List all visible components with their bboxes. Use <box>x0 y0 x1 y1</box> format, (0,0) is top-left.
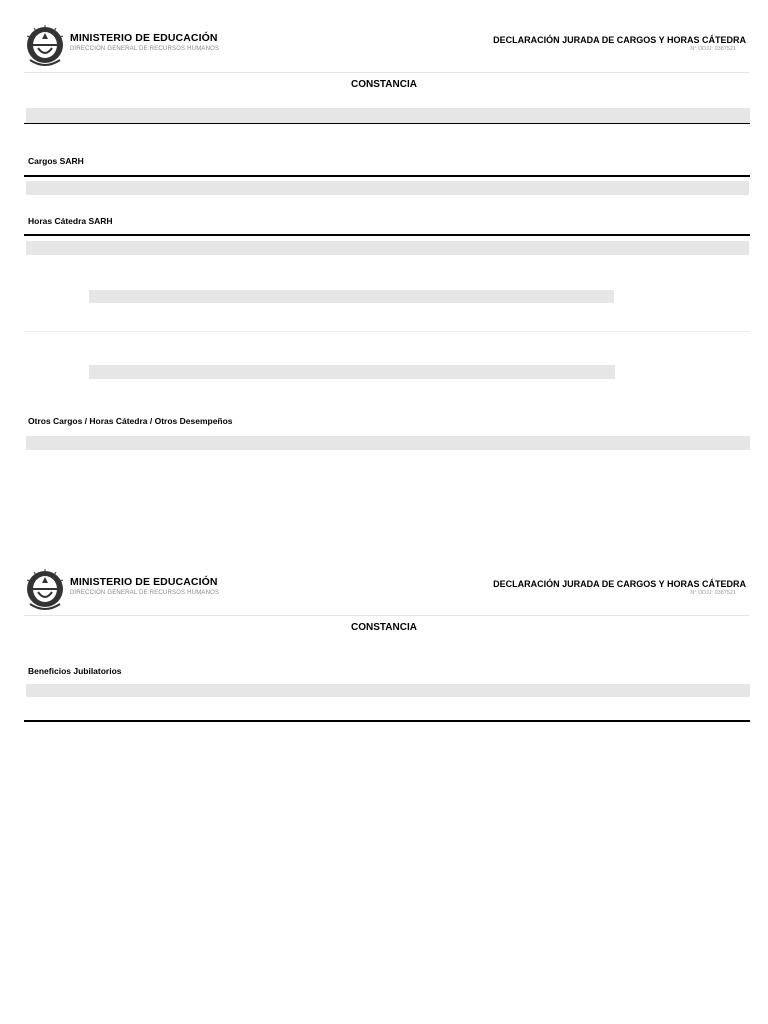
coat-of-arms-icon <box>24 568 66 612</box>
org-subtitle: DIRECCIÓN GENERAL DE RECURSOS HUMANOS <box>70 590 220 596</box>
data-bar <box>26 108 750 123</box>
data-bar-indented <box>89 290 614 303</box>
section-title-beneficios: Beneficios Jubilatorios <box>28 666 122 676</box>
header-divider <box>24 615 750 616</box>
org-name: MINISTERIO DE EDUCACIÓN <box>70 576 218 588</box>
data-bar <box>26 181 749 195</box>
section-title-otros: Otros Cargos / Horas Cátedra / Otros Desempeños <box>28 416 233 426</box>
section-rule <box>24 123 750 124</box>
document-number: N° DDJJ: 0387521 <box>690 590 736 596</box>
section-title-cargos: Cargos SARH <box>28 156 84 166</box>
document-title: DECLARACIÓN JURADA DE CARGOS Y HORAS CÁTEDRA <box>493 579 746 589</box>
header-divider <box>24 72 750 73</box>
page2-header <box>24 568 750 616</box>
page1-header <box>24 24 750 72</box>
org-subtitle: DIRECCIÓN GENERAL DE RECURSOS HUMANOS <box>70 46 220 52</box>
document-number: N° DDJJ: 0387521 <box>690 46 736 52</box>
data-bar-indented <box>89 365 615 379</box>
data-bar <box>26 241 749 255</box>
org-name: MINISTERIO DE EDUCACIÓN <box>70 32 218 44</box>
section-rule <box>24 175 750 177</box>
data-bar <box>26 684 750 697</box>
constancia-heading: CONSTANCIA <box>351 622 417 633</box>
document-title: DECLARACIÓN JURADA DE CARGOS Y HORAS CÁTEDRA <box>493 35 746 45</box>
row-divider <box>24 331 750 332</box>
section-rule <box>24 720 750 722</box>
coat-of-arms-icon <box>24 24 66 68</box>
section-rule <box>24 234 750 236</box>
constancia-heading: CONSTANCIA <box>351 79 417 90</box>
section-title-horas: Horas Cátedra SARH <box>28 216 113 226</box>
data-bar <box>26 436 750 450</box>
